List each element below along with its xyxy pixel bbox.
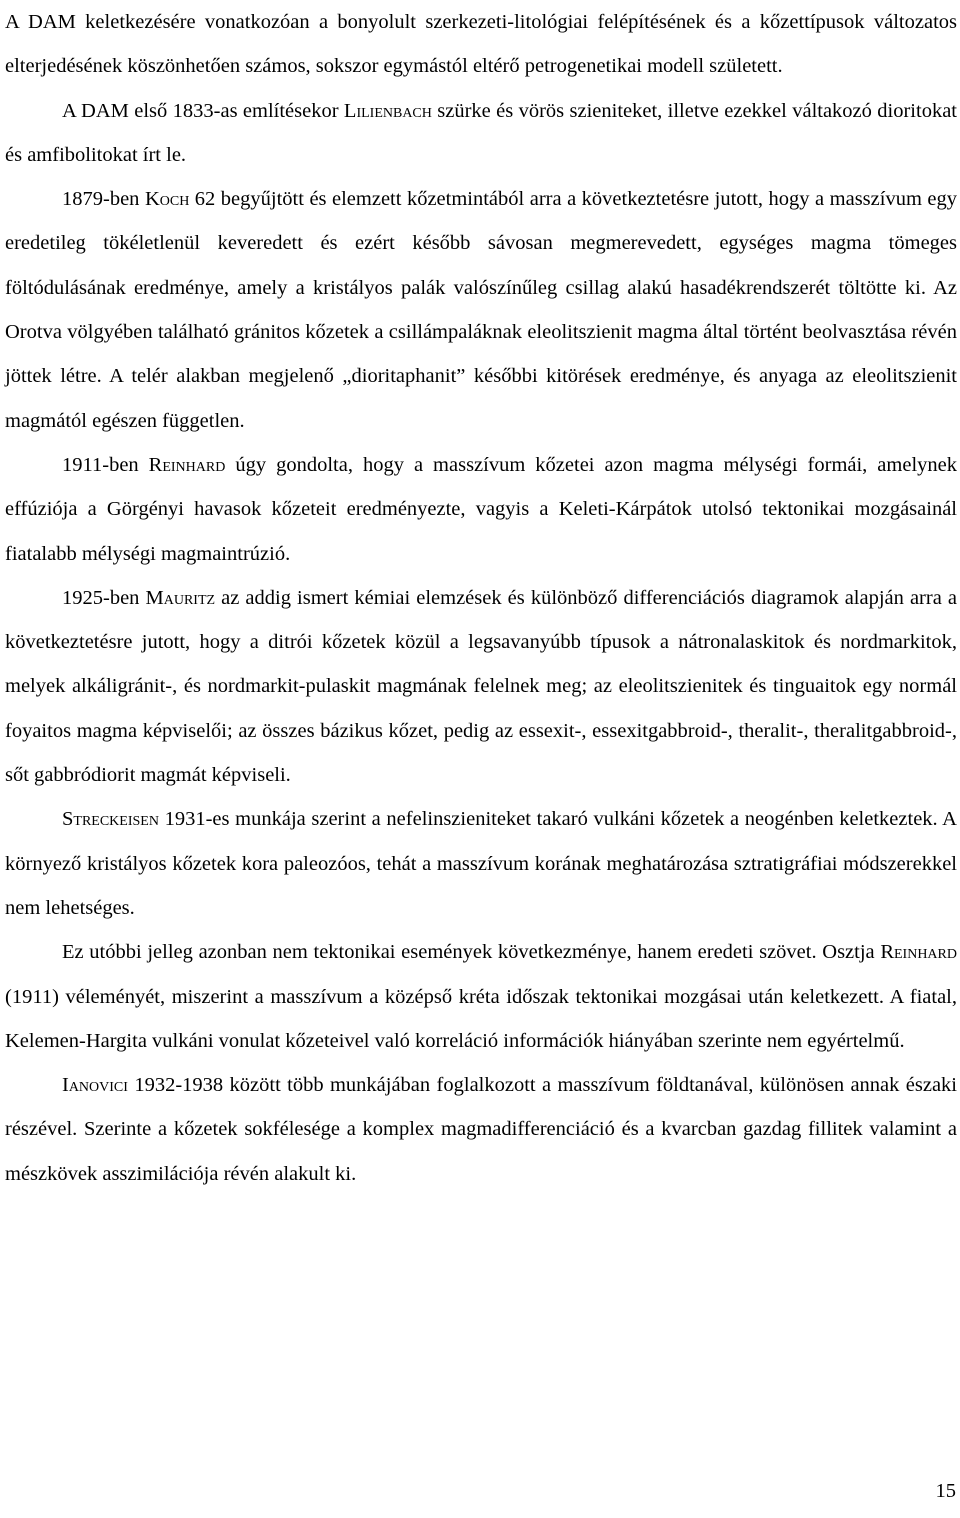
paragraph-lilienbach <box>5 89 957 178</box>
page-number: 15 <box>935 1480 956 1502</box>
text-run: 1911-ben <box>62 453 149 476</box>
text-run: szürke és vörös szieniteket, illetve ezekkel váltakozó dioritokat és amfibolitokat írt le. <box>5 99 957 166</box>
author-name: Mauritz <box>145 586 216 609</box>
paragraph-intro: A DAM keletkezésére vonatkozóan a bonyolult szerkezeti-litológiai felépítésének és a kőzettípusok változatos elterjedésének köszönhetően számos, sokszor egymástól eltérő petrogenetikai modell született. <box>5 11 957 78</box>
text-run: az addig ismert kémiai elemzések és különböző differenciációs diagramok alapján arra a következtetésre jutott, hogy a ditrói kőzetek közül a legsavanyúbb típusok a nátronalaskitok és nordmarkitok, melyek alkáligránit-, és nordmarkit-pulaskit magmának felelnek meg; az eleolitszienitek és tinguaitok egy normál foyaitos magma képviselői; az összes bázikus kőzet, pedig az essexit-, essexitgabbroid-, theralit-, theralitgabbroid-, sőt gabbródiorit magmát képviseli. <box>5 586 957 787</box>
text-run: (1911) véleményét, miszerint a masszívum a középső kréta időszak tektonikai mozgásai után keletkezett. A fiatal, Kelemen-Hargita vulkáni vonulat kőzeteivel való korreláció információk hiányában szerinte nem egyértelmű. <box>5 985 957 1052</box>
paragraph-osztja <box>5 930 957 1063</box>
paragraph-streckeisen <box>5 797 957 930</box>
text-run: 1931-es munkája szerint a nefelinszieniteket takaró vulkáni kőzetek a neogénben keletkeztek. A környező kristályos kőzetek kora paleozóos, tehát a masszívum korának meghatározása sztratigráfiai módszerekkel nem lehetséges. <box>5 808 957 919</box>
text-run: úgy gondolta, hogy a masszívum kőzetei azon magma mélységi formái, amelynek effúziója a Görgényi havasok kőzeteit eredményezte, vagyis a Keleti-Kárpátok utolsó tektonikai mozgásainál fiatalabb mélységi magmaintrúzió. <box>5 453 957 565</box>
text-run: 1932-1938 között több munkájában foglalkozott a masszívum földtanával, különösen annak északi részével. Szerinte a kőzetek sokfélesége a komplex magmadifferenciáció és a kvarcban gazdag fillitek valamint a mészkövek asszimilációja révén alakult ki. <box>5 1074 957 1185</box>
author-name: Reinhard <box>148 453 226 476</box>
author-name: Ianovici <box>62 1074 128 1097</box>
document-body <box>5 0 957 1196</box>
author-name: Lilienbach <box>343 99 432 122</box>
text-run: A DAM első 1833-as említésekor <box>62 99 344 122</box>
text-run: 1925-ben <box>62 586 146 609</box>
text-run: 1879-ben <box>62 188 145 211</box>
author-name: Streckeisen <box>62 808 159 831</box>
paragraph-mauritz <box>5 576 957 797</box>
paragraph-reinhard <box>5 443 957 576</box>
paragraph-ianovici <box>5 1063 957 1196</box>
paragraph-koch <box>5 177 957 443</box>
author-name: Reinhard <box>880 941 957 964</box>
author-name: Koch <box>144 188 190 211</box>
text-run: Ez utóbbi jelleg azonban nem tektonikai események következménye, hanem eredeti szövet. Osztja <box>62 941 881 964</box>
text-run: 62 begyűjtött és elemzett kőzetmintából arra a következtetésre jutott, hogy a masszívum egy eredetileg tökéletlenül keveredett és ezért később sávosan megmerevedett, egységes magma tömeges föltódulásának eredménye, amely a kristályos palák valószínűleg csillag alakú hasadékrendszerét töltötte ki. Az Orotva völgyében található gránitos kőzetek a csillámpaláknak eleolitszienit magma által történt beolvasztása révén jöttek létre. A telér alakban megjelenő „dioritaphanit” későbbi kitörések eredménye, és anyaga az eleolitszienit magmától egészen független. <box>5 188 957 432</box>
